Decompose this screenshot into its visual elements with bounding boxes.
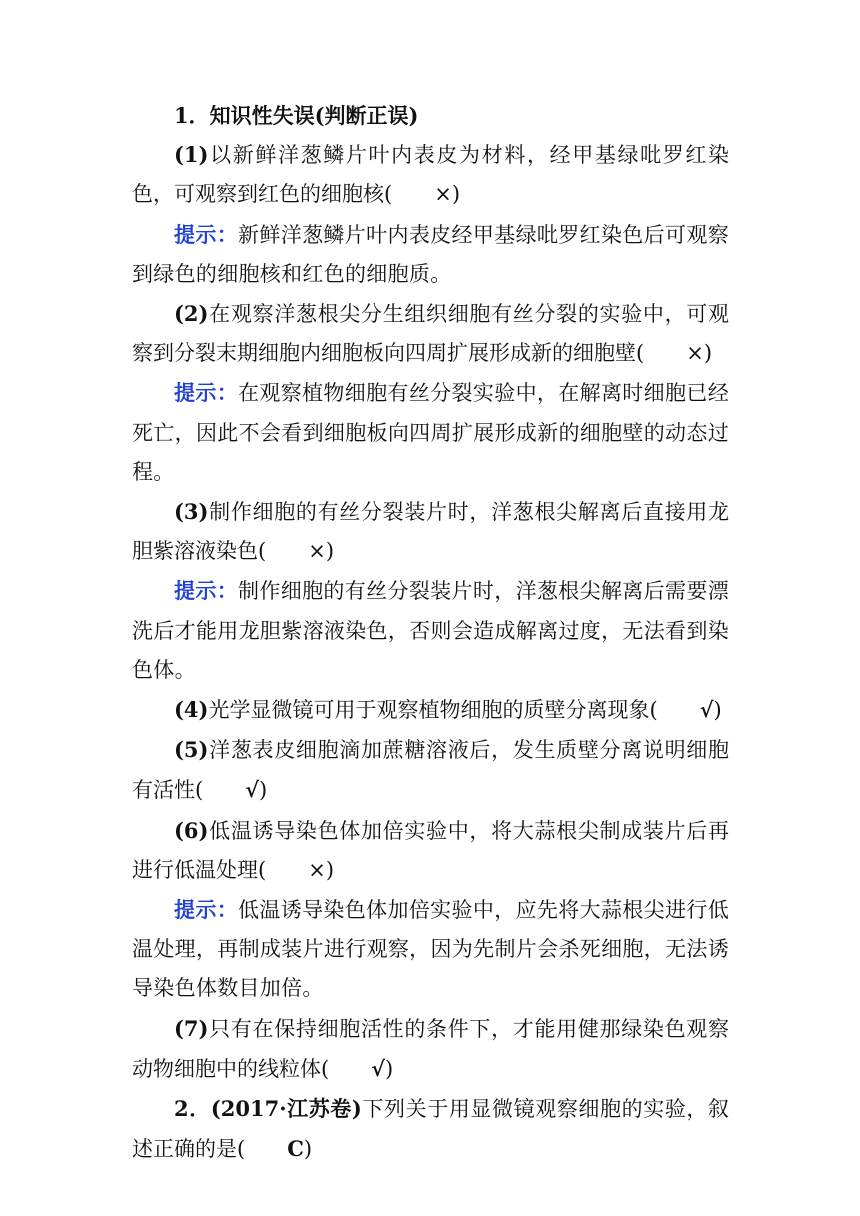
document-content	[132, 96, 729, 1169]
item-3-number: (3)	[174, 499, 209, 525]
section-2-question: 2．(2017·江苏卷)下列关于用显微镜观察细胞的实验，叙述正确的是( C)	[132, 1089, 729, 1169]
item-1-text: 以新鲜洋葱鳞片叶内表皮为材料，经甲基绿吡罗红染色，可观察到红色的细胞核	[132, 143, 729, 207]
item-5: (5)洋葱表皮细胞滴加蔗糖溶液后，发生质壁分离说明细胞有活性( √)	[132, 730, 729, 810]
item-2-hint-label: 提示：	[174, 380, 239, 406]
item-6: (6)低温诱导染色体加倍实验中，将大蒜根尖制成装片后再进行低温处理( ×)	[132, 811, 729, 890]
item-6-hint-label: 提示：	[174, 897, 239, 923]
section-2-source: (2017·江苏卷)	[210, 1096, 362, 1122]
item-1: (1)以新鲜洋葱鳞片叶内表皮为材料，经甲基绿吡罗红染色，可观察到红色的细胞核( ×)	[132, 135, 729, 214]
item-6-answer: ×	[308, 857, 326, 882]
item-7: (7)只有在保持细胞活性的条件下，才能用健那绿染色观察动物细胞中的线粒体( √)	[132, 1009, 729, 1089]
item-1-hint-text: 新鲜洋葱鳞片叶内表皮经甲基绿吡罗红染色后可观察到绿色的细胞核和红色的细胞质。	[132, 222, 729, 286]
item-3: (3)制作细胞的有丝分裂装片时，洋葱根尖解离后直接用龙胆紫溶液染色( ×)	[132, 492, 729, 571]
item-1-hint-label: 提示：	[174, 221, 239, 247]
item-3-answer: ×	[308, 539, 326, 564]
item-4: (4)光学显微镜可用于观察植物细胞的质壁分离现象( √)	[132, 690, 729, 730]
item-6-hint-text: 低温诱导染色体加倍实验中，应先将大蒜根尖进行低温处理，再制成装片进行观察，因为先制片会杀死细胞，无法诱导染色体数目加倍。	[132, 898, 729, 1001]
item-3-hint-label: 提示：	[174, 578, 239, 604]
item-1-hint	[132, 215, 729, 294]
item-2-answer: ×	[686, 341, 704, 366]
item-5-text: 洋葱表皮细胞滴加蔗糖溶液后，发生质壁分离说明细胞有活性	[132, 738, 729, 803]
item-4-answer: √	[699, 697, 714, 723]
item-7-answer: √	[371, 1055, 386, 1081]
item-6-text: 低温诱导染色体加倍实验中，将大蒜根尖制成装片后再进行低温处理	[132, 818, 729, 882]
item-2-hint	[132, 373, 729, 492]
item-2-hint-text: 在观察植物细胞有丝分裂实验中，在解离时细胞已经死亡，因此不会看到细胞板向四周扩展形成新的细胞壁的动态过程。	[132, 381, 729, 484]
item-7-number: (7)	[174, 1015, 209, 1041]
section-1-heading	[132, 96, 729, 135]
item-5-number: (5)	[174, 737, 209, 763]
section-2-answer: C	[287, 1136, 304, 1162]
item-6-number: (6)	[174, 817, 209, 843]
item-3-text: 制作细胞的有丝分裂装片时，洋葱根尖解离后直接用龙胆紫溶液染色	[132, 500, 729, 564]
item-2-number: (2)	[174, 301, 209, 327]
item-7-text: 只有在保持细胞活性的条件下，才能用健那绿染色观察动物细胞中的线粒体	[132, 1016, 729, 1081]
item-2-text: 在观察洋葱根尖分生组织细胞有丝分裂的实验中，可观察到分裂末期细胞内细胞板向四周扩展形成新的细胞壁	[132, 302, 729, 366]
item-1-number: (1)	[174, 142, 209, 168]
item-4-text: 光学显微镜可用于观察植物细胞的质壁分离现象	[208, 698, 650, 723]
section-2-text: 下列关于用显微镜观察细胞的实验，叙述正确的是	[132, 1097, 729, 1162]
item-3-hint-text: 制作细胞的有丝分裂装片时，洋葱根尖解离后需要漂洗后才能用龙胆紫溶液染色，否则会造成解离过度，无法看到染色体。	[132, 579, 729, 682]
section-1-number: 1．	[174, 103, 210, 128]
item-6-hint	[132, 890, 729, 1009]
item-2: (2)在观察洋葱根尖分生组织细胞有丝分裂的实验中，可观察到分裂末期细胞内细胞板向四周扩展形成新的细胞壁( ×)	[132, 294, 729, 373]
item-4-number: (4)	[174, 697, 209, 723]
section-2-number: 2．	[174, 1096, 211, 1122]
item-3-hint	[132, 571, 729, 690]
item-5-answer: √	[245, 777, 260, 803]
section-1-title: 知识性失误(判断正误)	[209, 103, 419, 128]
item-1-answer: ×	[434, 182, 452, 207]
